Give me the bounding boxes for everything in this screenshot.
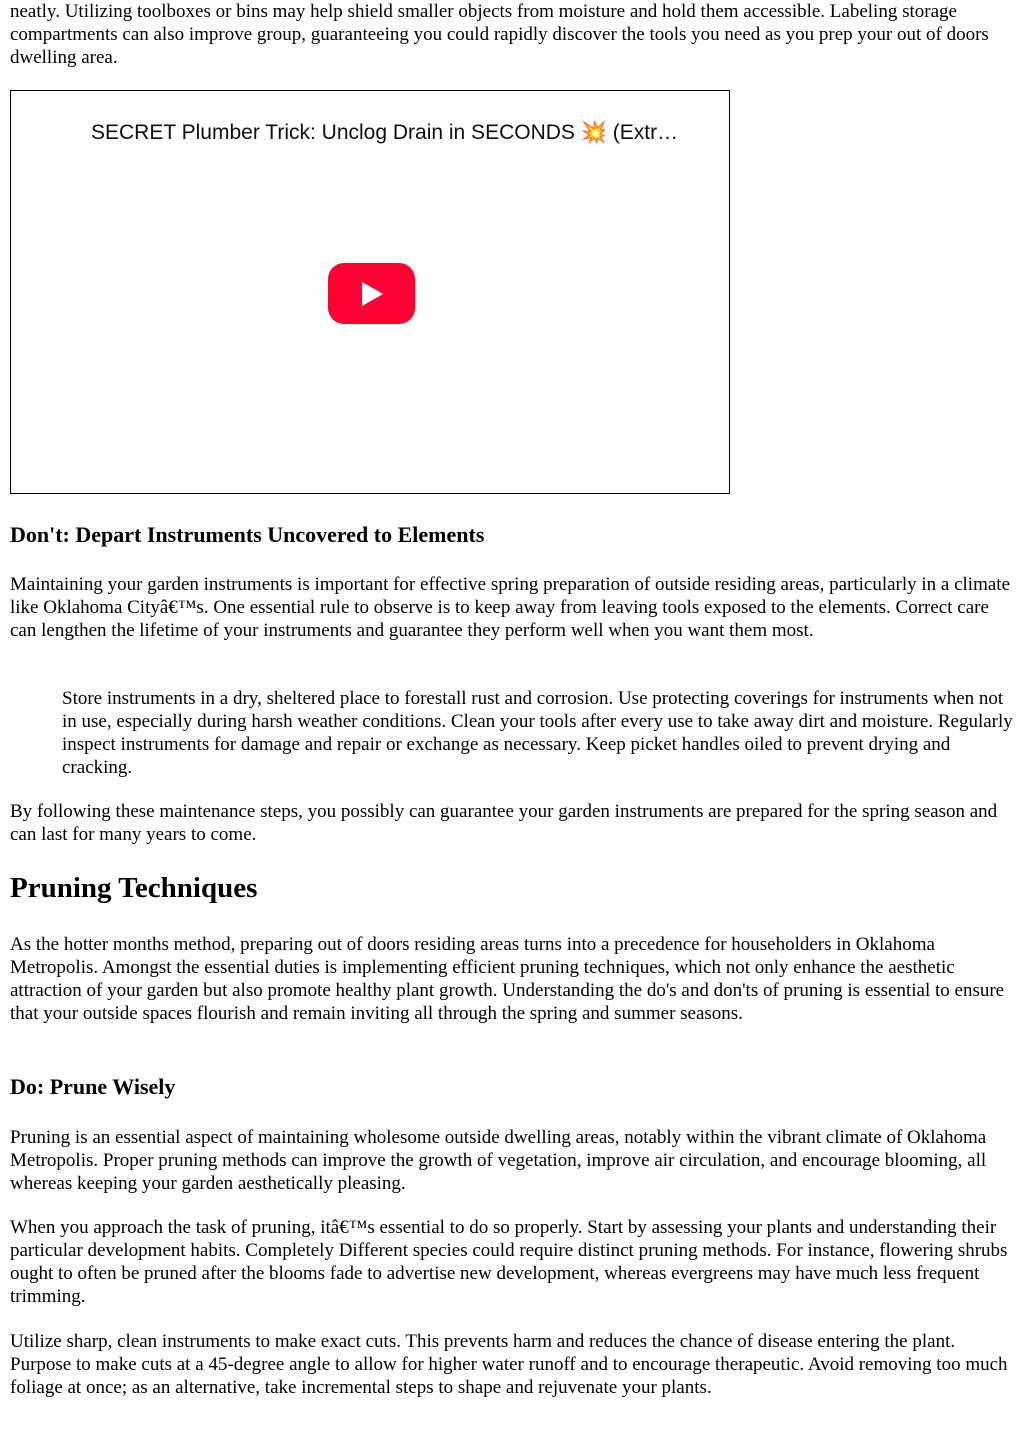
- intro-paragraph: neatly. Utilizing toolboxes or bins may help shield smaller objects from moisture and hold them accessible. Labeling storage compartments can also improve group, guaranteeing you could rapidly discover the tools you need as you prep your out of doors dwelling area.: [10, 1, 989, 68]
- section-heading-pruning: Pruning Techniques: [10, 872, 258, 904]
- dont-paragraph-1: Maintaining your garden instruments is important for effective spring preparation of outside residing areas, particularly in a climate like Oklahoma Cityâ€™s. One essential rule to observe is to keep away from leaving tools exposed to the elements. Correct care can lengthen the lifetime of your instruments and guarantee they perform well when you want them most.: [10, 574, 1011, 641]
- video-embed[interactable]: [10, 90, 730, 494]
- section-heading-dont: Don't: Depart Instruments Uncovered to Elements: [10, 522, 485, 547]
- youtube-play-icon[interactable]: [328, 263, 415, 324]
- do-paragraph-1: Pruning is an essential aspect of maintaining wholesome outside dwelling areas, notably within the vibrant climate of Oklahoma Metropolis. Proper pruning methods can improve the growth of vegetation, improve air circulation, and encourage blooming, all whereas keeping your garden aesthetically pleasing.: [10, 1127, 987, 1194]
- play-triangle-icon: [362, 282, 383, 306]
- pruning-paragraph-1: As the hotter months method, preparing out of doors residing areas turns into a precedence for householders in Oklahoma Metropolis. Amongst the essential duties is implementing efficient pruning techniques, which not only enhance the aesthetic attraction of your garden but also promote healthy plant growth. Understanding the do's and don'ts of pruning is essential to ensure that your outside spaces flourish and remain inviting all through the spring and summer seasons.: [10, 934, 1005, 1024]
- do-paragraph-3: Utilize sharp, clean instruments to make exact cuts. This prevents harm and reduces the chance of disease entering the plant. Purpose to make cuts at a 45-degree angle to allow for higher water runoff and to encourage therapeutic. Avoid removing too much foliage at once; as an alternative, take incremental steps to shape and rejuvenate your plants.: [10, 1331, 1008, 1398]
- video-title[interactable]: SECRET Plumber Trick: Unclog Drain in SECONDS 💥 (Extr…: [91, 121, 679, 144]
- do-paragraph-2: When you approach the task of pruning, itâ€™s essential to do so properly. Start by assessing your plants and understanding their particular development habits. Completely Different species could require distinct pruning methods. For instance, flowering shrubs ought to often be pruned after the blooms fade to advertise new development, whereas evergreens may have much less frequent trimming.: [10, 1217, 1008, 1307]
- dont-blockquote: Store instruments in a dry, sheltered place to forestall rust and corrosion. Use protecting coverings for instruments when not in use, especially during harsh weather conditions. Clean your tools after every use to take away dirt and moisture. Regularly inspect instruments for damage and repair or exchange as necessary. Keep picket handles oiled to prevent drying and cracking.: [62, 688, 1013, 778]
- section-heading-do: Do: Prune Wisely: [10, 1074, 176, 1099]
- dont-paragraph-2: By following these maintenance steps, you possibly can guarantee your garden instruments are prepared for the spring season and can last for many years to come.: [10, 801, 998, 845]
